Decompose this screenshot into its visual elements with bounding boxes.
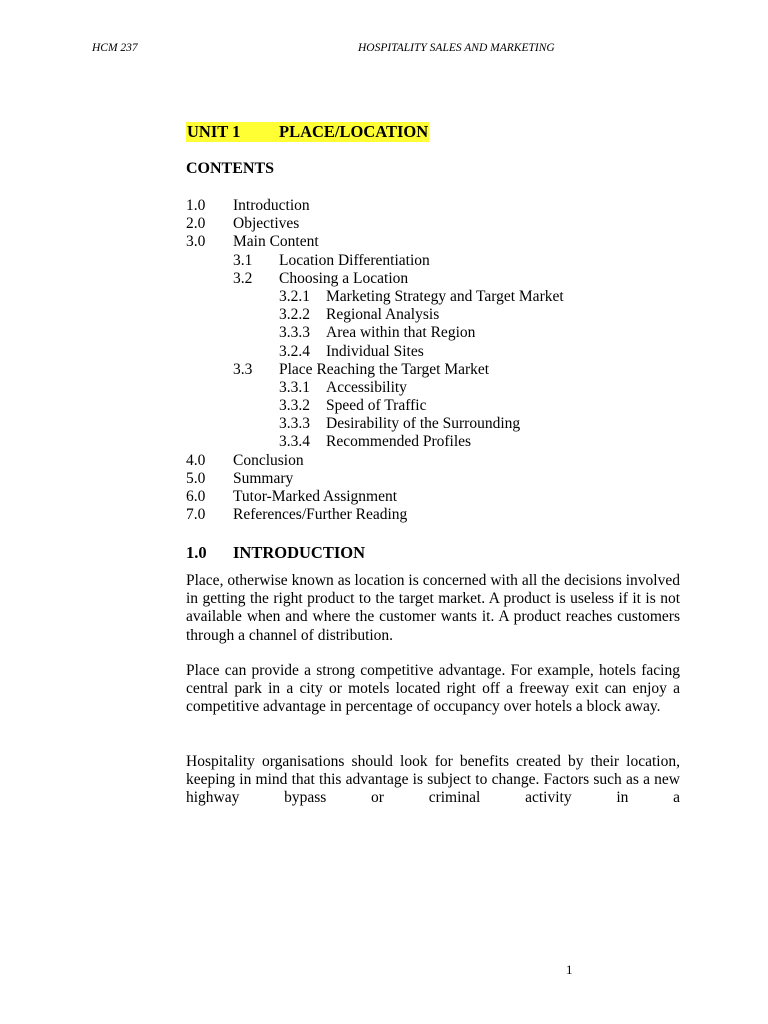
toc-item: [186, 306, 646, 324]
toc-item: [186, 288, 646, 306]
toc-item: [186, 415, 646, 433]
unit-name: PLACE/LOCATION: [279, 122, 429, 141]
toc-number: 3.2: [233, 269, 253, 287]
unit-title: [186, 122, 429, 142]
intro-paragraph-2: Place can provide a strong competitive advantage. For example, hotels facing central park in a city or motels located right off a freeway exit can enjoy a competitive advantage in percentage of occupancy over hotels a block away.: [186, 662, 680, 716]
toc-number: 3.1: [233, 251, 253, 269]
toc-item: [186, 488, 646, 506]
section-title: INTRODUCTION: [233, 543, 366, 562]
toc-item: [186, 379, 646, 397]
toc-item: [186, 197, 646, 215]
toc-title: Tutor-Marked Assignment: [233, 488, 398, 505]
toc-number: 3.3.3: [279, 415, 310, 433]
intro-paragraph-1: Place, otherwise known as location is concerned with all the decisions involved in getting the right product to the target market. A product is useless if it is not available when and where the customer wants it. A product reaches customers through a channel of distribution.: [186, 572, 680, 644]
course-title: HOSPITALITY SALES AND MARKETING: [358, 42, 555, 54]
toc-number: 3.3: [233, 360, 253, 378]
page-header: [0, 42, 768, 58]
contents-heading: CONTENTS: [186, 160, 275, 177]
toc-item: [186, 233, 646, 251]
toc-title: Recommended Profiles: [326, 433, 472, 451]
toc-number: 3.3.1: [279, 378, 310, 396]
toc-number: 3.3.3: [279, 324, 310, 342]
toc-number: 5.0: [186, 469, 206, 487]
toc-title: Choosing a Location: [279, 269, 409, 287]
toc-item: [186, 270, 646, 288]
toc-title: Objectives: [233, 215, 300, 233]
section-number: 1.0: [186, 543, 207, 562]
toc-number: 3.2.2: [279, 306, 310, 324]
toc-title: Regional Analysis: [326, 306, 440, 324]
toc-title: References/Further Reading: [233, 506, 408, 524]
toc-item: [186, 324, 646, 342]
toc-title: Place Reaching the Target Market: [279, 360, 490, 378]
toc-title: Marketing Strategy and Target Market: [326, 287, 564, 305]
toc-title: Conclusion: [233, 451, 304, 469]
toc-item: [186, 252, 646, 270]
toc-title: Summary: [233, 469, 294, 487]
toc-item: [186, 215, 646, 233]
toc-item: [186, 470, 646, 488]
toc-number: 3.3.2: [279, 397, 310, 415]
toc-item: [186, 506, 646, 524]
toc-number: 1.0: [186, 197, 206, 214]
page-number: 1: [566, 962, 573, 977]
toc-number: 4.0: [186, 451, 206, 469]
table-of-contents: [186, 197, 646, 524]
toc-title: Location Differentiation: [279, 251, 430, 269]
toc-number: 3.3.4: [279, 433, 310, 451]
toc-title: Individual Sites: [326, 342, 424, 360]
toc-number: 7.0: [186, 506, 206, 524]
toc-item: [186, 452, 646, 470]
toc-title: Area within that Region: [326, 324, 476, 342]
toc-item: [186, 397, 646, 415]
toc-number: 3.2.1: [279, 287, 310, 305]
toc-title: Introduction: [233, 197, 310, 214]
toc-number: 2.0: [186, 215, 206, 233]
toc-number: 3.2.4: [279, 342, 310, 360]
toc-title: Accessibility: [326, 378, 407, 396]
unit-number: UNIT 1: [187, 122, 241, 141]
toc-number: 6.0: [186, 488, 206, 505]
toc-title: Main Content: [233, 233, 319, 251]
toc-item: [186, 361, 646, 379]
intro-paragraph-3: Hospitality organisations should look for benefits created by their location, keeping in mind that this advantage is subject to change. Factors such as a new highway bypass or criminal activity in a: [186, 753, 680, 807]
introduction-heading: [186, 543, 365, 563]
toc-number: 3.0: [186, 233, 206, 251]
toc-item: [186, 433, 646, 451]
toc-title: Speed of Traffic: [326, 397, 427, 415]
toc-item: [186, 343, 646, 361]
course-code: HCM 237: [92, 42, 138, 54]
toc-title: Desirability of the Surrounding: [326, 415, 521, 433]
